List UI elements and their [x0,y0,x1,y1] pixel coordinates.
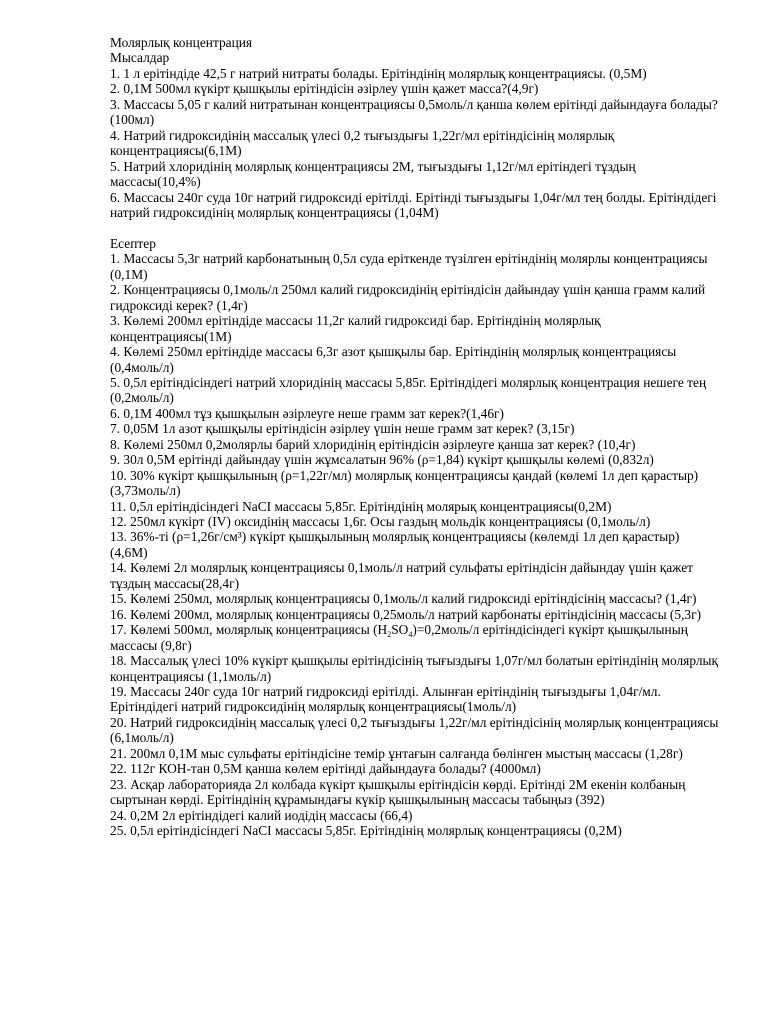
example-item: 2. 0,1М 500мл күкірт қышқылы ерітіндісін әзірлеу үшін қажет масса?(4,9г) [110,81,539,97]
examples-list [110,66,720,221]
examples-heading: Мысалдар [110,50,170,66]
subscript-4: 4 [408,630,413,640]
example-item: 6. Массасы 240г суда 10г натрий гидроксиді ерітілді. Ерітінді тығыздығы 1,04г/мл тең болды. Ерітіндідегі натрий гидроксидінің молярлық концентрациясы (1,04М) [110,189,717,220]
problem-item: 3. Көлемі 200мл ерітіндіде массасы 11,2г калий гидроксиді бар. Ерітіндінің молярлық концентрациясы(1М) [110,313,601,344]
document-page [110,35,720,839]
example-item: 1. 1 л ерітіндіде 42,5 г натрий нитраты болады. Ерітіндінің молярлық концентрациясы. (0,5М) [110,65,647,81]
problem-item-17 [110,622,720,653]
problem-item: 4. Көлемі 250мл ерітіндіде массасы 6,3г азот қышқылы бар. Ерітіндінің молярлық концентрациясы (0,4моль/л) [110,344,677,375]
problem-item: 14. Көлемі 2л молярлық концентрациясы 0,1моль/л натрий сульфаты ерітіндісін дайындау үшін қажет тұздың массасы(28,4г) [110,560,694,591]
example-item: 4. Натрий гидроксидінің массалық үлесі 0,2 тығыздығы 1,22г/мл ерітіндісінің молярлық концентрациясы(6,1М) [110,127,615,159]
problem-item: 24. 0,2М 2л ерітіндідегі калий иодідің массасы (66,4) [110,807,413,823]
problem-item: 20. Натрий гидроксидінің массалық үлесі 0,2 тығыздығы 1,22г/мл ерітіндісінің молярлық концентрациясы (6,1моль/л) [110,714,719,746]
problem-item: 2. Концентрациясы 0,1моль/л 250мл калий гидроксидінің ерітіндісін дайындау үшін қанша грамм калий гидроксиді керек? (1,4г) [110,282,706,313]
problem-item: 22. 112г КОН-тан 0,5М қанша көлем ерітінді дайындауға болады? (4000мл) [110,761,541,777]
subscript-2: 2 [387,630,392,640]
problem-item: 9. 30л 0,5М ерітінді дайындау үшін жұмсалатын 96% (ρ=1,84) күкірт қышқылы көлемі (0,832л) [110,452,654,468]
problem-item: 25. 0,5л ерітіндісіндегі NaCI массасы 5,85г. Ерітіндінің молярлық концентрациясы (0,2М) [110,823,622,839]
problem-item: 18. Массалық үлесі 10% күкірт қышқылы ерітіндісінің тығыздығы 1,07г/мл болатын ерітіндінің молярлық концентрациясы (1,1моль/л) [110,653,719,684]
paragraph-gap [110,220,720,235]
example-item: 3. Массасы 5,05 г калий нитратынан концентрациясы 0,5моль/л қанша көлем ерітінді дайындауға болады?(100мл) [110,96,718,128]
problem-item: 1. Массасы 5,3г натрий карбонатының 0,5л суда еріткенде түзілген ерітіндінің молярлы концентрациясы (0,1М) [110,251,708,282]
problem-item: 7. 0,05М 1л азот қышқылы ерітіндісін әзірлеу үшін неше грамм зат керек? (3,15г) [110,421,575,437]
problem-item: 5. 0,5л ерітіндісіндегі натрий хлоридінің массасы 5,85г. Ерітіндідегі молярлық концентрация нешеге тең (0,2моль/л) [110,374,707,406]
problem-item: 15. Көлемі 250мл, молярлық концентрациясы 0,1моль/л калий гидроксиді ерітіндісінің массасы? (1,4г) [110,591,697,607]
problems-list [110,251,720,838]
problem-item: 13. 36%-ті (ρ=1,26г/см³) күкірт қышқылының молярлық концентрациясы (көлемді 1л деп қарастыр) (4,6М) [110,529,680,560]
problem-item: 11. 0,5л ерітіндісіндегі NaCI массасы 5,85г. Ерітіндінің молярық концентрациясы(0,2М) [110,498,612,514]
problems-heading: Есептер [110,235,156,251]
problem-item: 23. Асқар лабораторияда 2л колбада күкірт қышқылы ерітіндісін көрді. Ерітінді 2М екенін колбаның сыртынан көрді. Ерітіндінің құрамындағы күкір қышқылының массасы табыңыз (392) [110,776,686,808]
problem-item: 8. Көлемі 250мл 0,2молярлы барий хлоридінің ерітіндісін әзірлеуге қанша зат керек? (10,4г) [110,436,636,452]
problem-item: 19. Массасы 240г суда 10г натрий гидроксиді ерітілді. Алынған ерітіндінің тығыздығы 1,04г/мл. Ерітіндідегі натрий гидроксидінің молярлық концентрациясы(1моль/л) [110,684,661,715]
problem-item: 21. 200мл 0,1М мыс сульфаты ерітіндісіне темір ұнтағын салғанда бөлінген мыстың массасы (1,28г) [110,745,683,761]
problem-item: 16. Көлемі 200мл, молярлық концентрациясы 0,25моль/л натрий карбонаты ерітіндісінің массасы (5,3г) [110,606,702,622]
problem-17-before: 17. Көлемі 500мл, молярлық концентрациясы (H [110,622,388,638]
problem-item: 6. 0,1М 400мл тұз қышқылын әзірлеуге неше грамм зат керек?(1,46г) [110,405,505,421]
problem-17-after: )=0,2моль/л ерітіндісіндегі күкірт қышқылының массасы (9,8г) [110,622,688,653]
problem-17-mid: SO [391,622,409,638]
problem-item: 12. 250мл күкірт (IV) оксидінің массасы 1,6г. Осы газдың мольдік концентрациясы (0,1моль/л) [110,514,651,530]
document-title: Молярлық концентрация [110,35,253,50]
example-item: 5. Натрий хлоридінің молярлық концентрациясы 2М, тығыздығы 1,12г/мл ерітіндегі тұздың массасы(10,4%) [110,158,636,190]
problem-item: 10. 30% күкірт қышқылының (ρ=1,22г/мл) молярлық концентрациясы қандай (көлемі 1л деп қарастыр) (3,73моль/л) [110,467,699,499]
